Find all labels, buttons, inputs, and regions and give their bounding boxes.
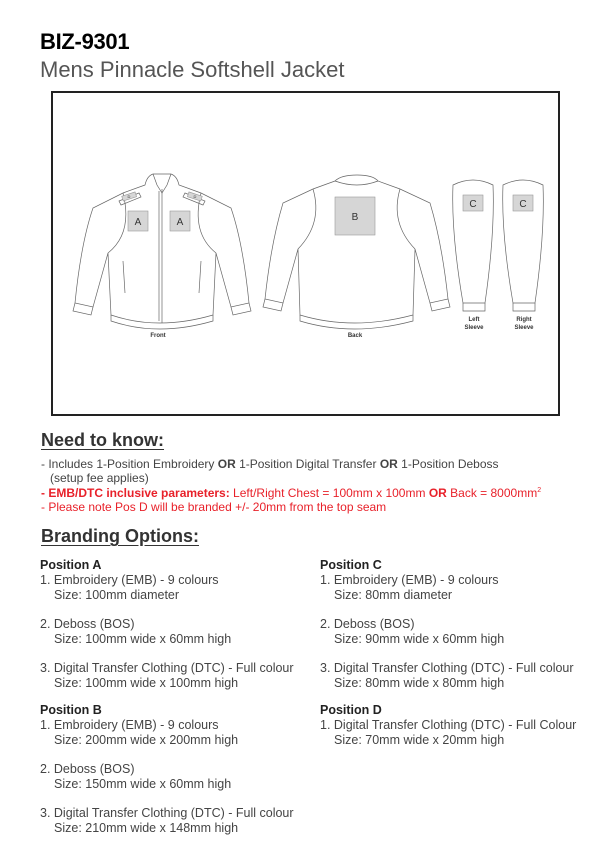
position-a-section: Position A 1. Embroidery (EMB) - 9 colours Size: 100mm diameter 2. Deboss (BOS) Size: 100mm wide x 60mm high 3. Digital Transfer Clothing (DTC) - Full colour Size: 100mm wide x 100mm high xyxy=(40,558,294,690)
need-to-know-line-3: - EMB/DTC inclusive parameters: Left/Right Chest = 100mm x 100mm OR Back = $8000mm^2$ xyxy=(41,486,542,500)
front-view-label: Front xyxy=(150,333,166,339)
need-to-know-heading: Need to know: xyxy=(41,430,165,450)
need-to-know-line-1: - Includes 1-Position Embroidery OR 1-Position Digital Transfer OR 1-Position Deboss xyxy=(41,457,499,471)
position-a-right-label: A xyxy=(176,217,184,228)
product-code: BIZ-9301 xyxy=(40,29,130,54)
position-d-section: Position D 1. Digital Transfer Clothing (DTC) - Full Colour Size: 70mm wide x 20mm high xyxy=(320,703,577,747)
left-sleeve-label-line2: Sleeve xyxy=(464,325,484,331)
jacket-illustration xyxy=(53,93,558,414)
back-view-label: Back xyxy=(347,333,363,339)
right-sleeve-label-line1: Right xyxy=(516,317,532,323)
position-c-right-label: C xyxy=(519,199,527,210)
product-name: Mens Pinnacle Softshell Jacket xyxy=(40,57,345,82)
position-b-label: B xyxy=(351,212,359,223)
position-d-right-label: D xyxy=(193,194,197,199)
branding-options-heading: Branding Options: xyxy=(41,526,199,546)
left-sleeve-label-line1: Left xyxy=(468,317,480,323)
position-c-section: Position C 1. Embroidery (EMB) - 9 colours Size: 80mm diameter 2. Deboss (BOS) Size: 90mm wide x 60mm high 3. Digital Transfer Clothing (DTC) - Full colour Size: 80mm wide x 80mm high xyxy=(320,558,574,690)
position-a-left-label: A xyxy=(134,217,142,228)
right-sleeve-label-line2: Sleeve xyxy=(514,325,534,331)
need-to-know-line-4: - Please note Pos D will be branded +/- 20mm from the top seam xyxy=(41,500,387,514)
position-c-left-label: C xyxy=(469,199,477,210)
position-b-section: Position B 1. Embroidery (EMB) - 9 colours Size: 200mm wide x 200mm high 2. Deboss (BOS) Size: 150mm wide x 60mm high 3. Digital Transfer Clothing (DTC) - Full colour Size: 210mm wide x 148mm high xyxy=(40,703,294,835)
garment-diagram xyxy=(51,91,560,416)
position-d-left-label: D xyxy=(127,194,131,199)
need-to-know-line-2: (setup fee applies) xyxy=(50,471,149,485)
